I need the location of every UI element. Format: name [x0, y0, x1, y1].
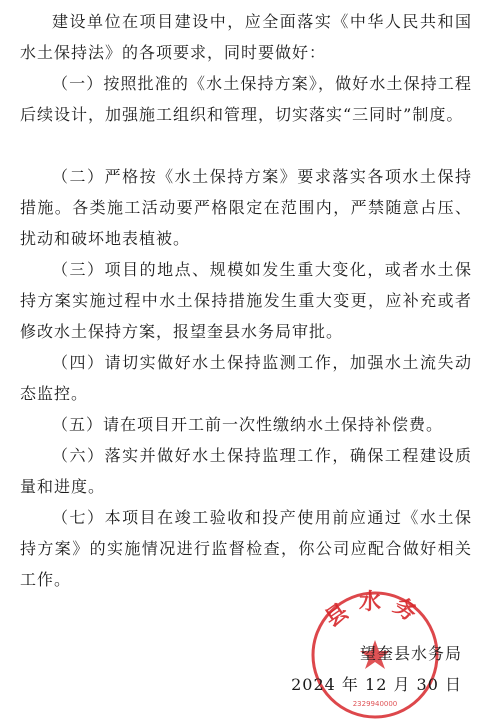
item-1-paragraph: （一）按照批准的《水土保持方案》，做好水土保持工程后续设计，加强施工组织和管理，切实落实“三同时”制度。: [20, 74, 472, 124]
item-3-paragraph: （三）项目的地点、规模如发生重大变化，或者水土保持方案实施过程中水土保持措施发生重大变更，应补充或者修改水土保持方案，报望奎县水务局审批。: [20, 260, 472, 341]
item-4-paragraph: （四）请切实做好水土保持监测工作，加强水土流失动态监控。: [20, 353, 472, 403]
svg-text:县水务: [320, 589, 429, 632]
issue-date: 2024 年 12 月 30 日: [291, 675, 462, 694]
intro-paragraph: 建设单位在项目建设中，应全面落实《中华人民共和国水土保持法》的各项要求，同时要做好：: [20, 12, 472, 62]
issuer-name: 望奎县水务局: [359, 644, 462, 663]
item-7-paragraph: （七）本项目在竣工验收和投产使用前应通过《水土保持方案》的实施情况进行监督检查，你公司应配合做好相关工作。: [20, 508, 472, 589]
seal-number: 2329940000: [352, 700, 398, 708]
item-5-paragraph: （五）请在项目开工前一次性缴纳水土保持补偿费。: [52, 415, 444, 434]
seal-text: 县水务: [320, 589, 430, 633]
item-6-paragraph: （六）落实并做好水土保持监理工作，确保工程建设质量和进度。: [20, 446, 472, 496]
item-2-paragraph: （二）严格按《水土保持方案》要求落实各项水土保持措施。各类施工活动要严格限定在范围内，严禁随意占压、扰动和破坏地表植被。: [20, 167, 472, 248]
